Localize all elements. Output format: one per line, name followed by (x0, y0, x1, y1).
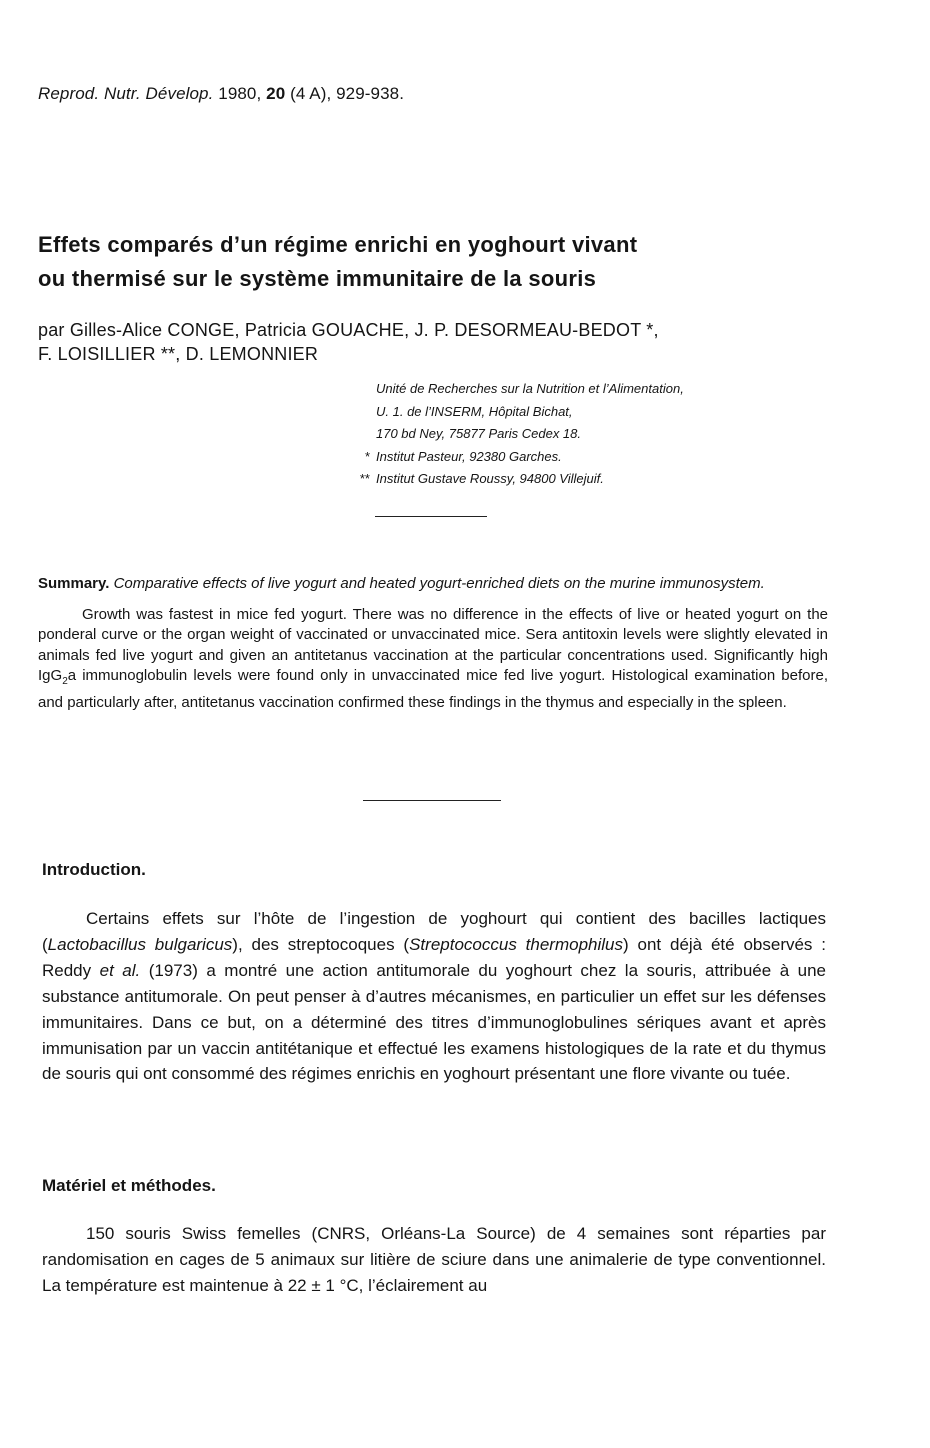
intro-text-3: ) ont déjà été observés : Reddy (42, 934, 827, 980)
affiliation-unit-line-1 (340, 378, 860, 401)
affiliation-unit-line-2 (340, 401, 860, 424)
title-line-1: Effets comparés d’un régime enrichi en yoghourt vivant (38, 232, 638, 257)
journal-name: Reprod. Nutr. Dévelop. (38, 84, 214, 103)
summary-header (38, 574, 828, 595)
footnote-mark-double: ** (359, 471, 370, 486)
summary-heading: Summary. (38, 575, 110, 592)
affiliation-roussy-text: Institut Gustave Roussy, 94800 Villejuif. (376, 471, 604, 486)
affiliation-pasteur-text: Institut Pasteur, 92380 Garches. (376, 448, 562, 464)
species-lactobacillus: Lactobacillus bulgaricus (47, 934, 233, 954)
introduction-paragraph (42, 906, 826, 1087)
affiliations (340, 378, 860, 491)
affiliation-roussy (340, 468, 860, 491)
intro-text-1: Certains effets sur l’hôte de l’ingestion de yoghourt qui contient des bacilles lactiques ( (42, 909, 826, 954)
article-title (38, 228, 858, 296)
methods-paragraph: 150 souris Swiss femelles (CNRS, Orléans-La Source) de 4 semaines sont réparties par randomisation en cages de 5 animaux sur litière de sciure dans une animalerie de type conventionnel. La température est maintenue à 22 ± 1 °C, l’éclairement au (42, 1224, 826, 1295)
intro-text-2: ), des streptocoques ( (232, 934, 410, 954)
summary-title: Comparative effects of live yogurt and heated yogurt-enriched diets on the murine immunosystem. (113, 575, 765, 592)
footnote-mark-single: * (364, 448, 370, 464)
divider-rule (375, 516, 487, 517)
section-heading-introduction: Introduction. (42, 860, 146, 879)
divider-rule (363, 800, 501, 801)
journal-volume: 20 (266, 84, 286, 103)
journal-reference (38, 84, 404, 104)
affiliation-pasteur (340, 446, 860, 469)
journal-issue-pages: (4 A), 929-938. (290, 84, 405, 103)
section-heading-methods: Matériel et méthodes. (42, 1176, 216, 1195)
journal-year: 1980, (218, 84, 262, 103)
authors-line-1: par Gilles-Alice CONGE, Patricia GOUACHE, J. P. DESORMEAU-BEDOT *, (38, 320, 659, 340)
summary-body-text-1: Growth was fastest in mice fed yogurt. There was no difference in the effects of live or heated yogurt on the ponderal curve or the organ weight of vaccinated or unvaccinated mice. Sera antitoxin levels were slightly elevated in animals fed live yogurt and given an antitetanus vaccination at the particular concentrations used. Significantly high IgG (38, 605, 828, 684)
summary-subscript: 2 (62, 676, 68, 687)
author-list (38, 318, 858, 366)
affiliation-unit-line-3 (340, 423, 860, 446)
title-line-2: ou thermisé sur le système immunitaire de la souris (38, 266, 597, 291)
affiliation-unit-text-1: Unité de Recherches sur la Nutrition et l’Alimentation, (376, 381, 684, 396)
affiliation-unit-text-2: U. 1. de l’INSERM, Hôpital Bichat, (376, 403, 573, 419)
affiliation-unit-text-3: 170 bd Ney, 75877 Paris Cedex 18. (376, 426, 582, 441)
summary-body (38, 605, 828, 714)
et-al: et al. (99, 960, 141, 980)
summary-body-text-2: a immunoglobulin levels were found only in unvaccinated mice fed live yogurt. Histological examination before, and particularly after, antitetanus vaccination confirmed these findings in the thymus and especially in the spleen. (38, 667, 828, 711)
authors-line-2: F. LOISILLIER **, D. LEMONNIER (38, 344, 319, 364)
species-streptococcus: Streptococcus thermophilus (409, 934, 623, 954)
intro-text-4: (1973) a montré une action antitumorale du yoghourt chez la souris, attribuée à une substance antitumorale. On peut penser à d’autres mécanismes, en particulier un effet sur les défenses immunitaires. Dans ce but, on a déterminé des titres d’immunoglobulines sériques avant et après immunisation par un vaccin antitétanique et effectué les examens histologiques de la rate et du thymus de souris qui ont consommé des régimes enrichis en yoghourt présentant une flore vivante ou tuée. (42, 960, 826, 1084)
summary-block (38, 574, 828, 713)
